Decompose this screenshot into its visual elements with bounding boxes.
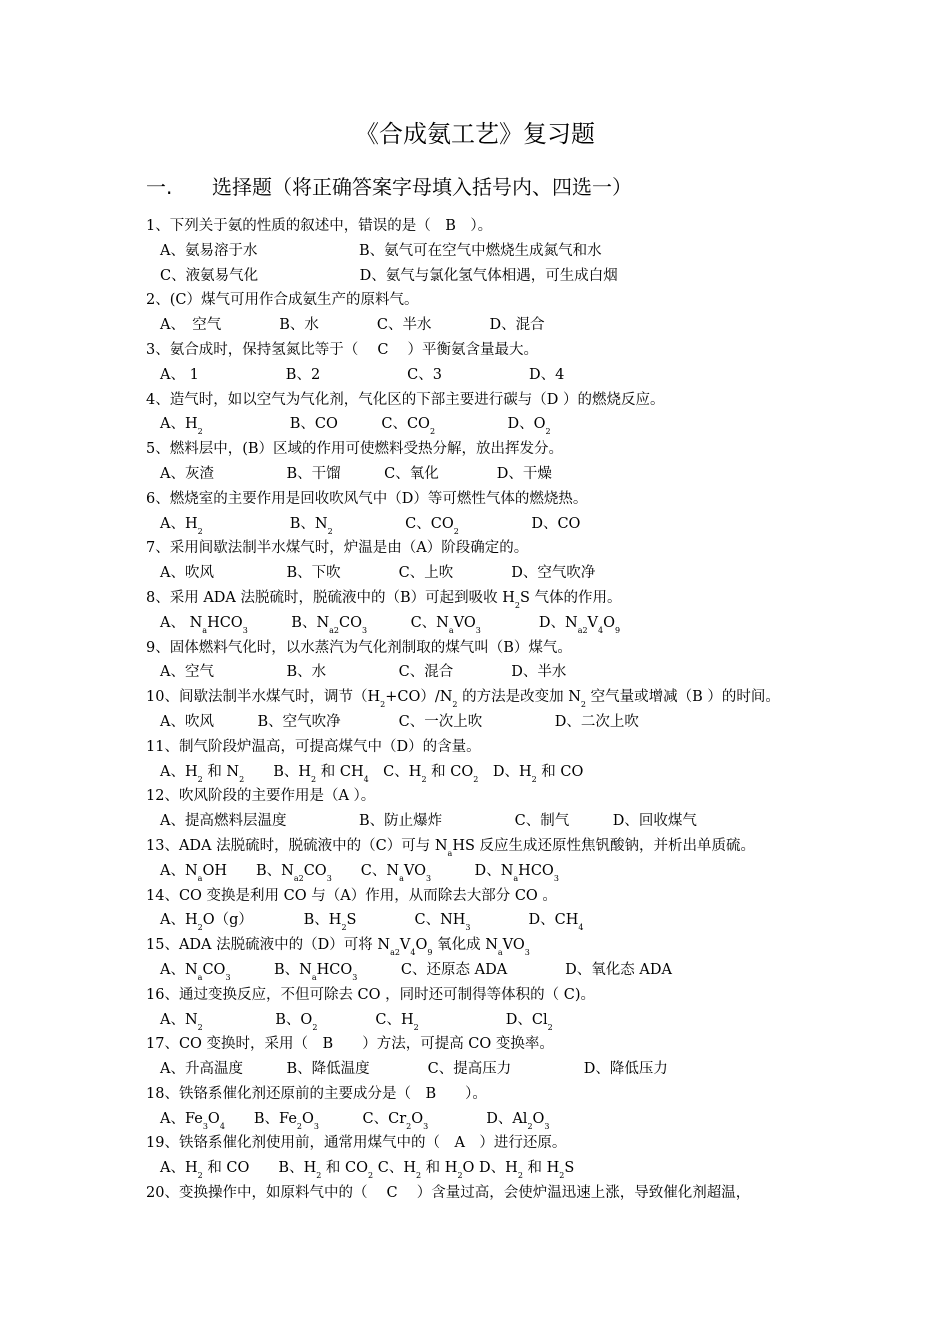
question-text: 17、CO 变换时，采用（ B ）方法，可提高 CO 变换率。 bbox=[146, 1036, 554, 1053]
subscript: 2 bbox=[473, 774, 479, 784]
subscript: a2 bbox=[293, 873, 304, 883]
subscript: a bbox=[497, 948, 503, 958]
subscript: 4 bbox=[363, 774, 369, 784]
answer-options: A、$H_2O(g)$ B、$H_2S$ C、$NH_3$ D、$CH_4$ bbox=[160, 912, 584, 933]
section-number: 一. bbox=[146, 175, 173, 199]
subscript: 2 bbox=[368, 1171, 374, 1181]
question-text: 18、铁铬系催化剂还原前的主要成分是（ B ）。 bbox=[146, 1085, 487, 1102]
subscript: 2 bbox=[452, 700, 458, 710]
answer-options: A、氨易溶于水 B、氨气可在空气中燃烧生成氮气和水 bbox=[160, 242, 602, 259]
answer-options: A、吹风 B、空气吹净 C、一次上吹 D、二次上吹 bbox=[160, 713, 639, 730]
subscript: 3 bbox=[352, 972, 358, 982]
subscript: a bbox=[197, 972, 203, 982]
subscript: a bbox=[513, 873, 519, 883]
subscript: 3 bbox=[544, 1121, 550, 1131]
subscript: 2 bbox=[197, 1171, 203, 1181]
subscript: 2 bbox=[197, 427, 203, 437]
subscript: 2 bbox=[421, 774, 427, 784]
subscript: 3 bbox=[553, 873, 559, 883]
subscript: 3 bbox=[361, 625, 368, 635]
subscript: a bbox=[311, 972, 317, 982]
subscript: 2 bbox=[341, 923, 347, 933]
answer-options: A、空气 B、水 C、混合 D、半水 bbox=[160, 664, 567, 681]
answer-options: A、$H_2$ 和 $N_2$ B、$H_2$ 和 $CH_4$ C、$H_2$ 和 $CO_2$ D、$H_2$ 和 CO bbox=[160, 763, 584, 784]
subscript: 2 bbox=[312, 1022, 318, 1032]
subscript: 3 bbox=[465, 923, 471, 933]
subscript: 2 bbox=[316, 1171, 322, 1181]
subscript: 2 bbox=[531, 774, 537, 784]
subscript: 3 bbox=[475, 625, 481, 635]
subscript: 4 bbox=[410, 948, 416, 958]
subscript: 2 bbox=[197, 923, 203, 933]
subscript: 3 bbox=[524, 948, 530, 958]
answer-options: A、$H_2$ B、CO C、$CO_2$ D、$O_2$ bbox=[160, 416, 551, 437]
subscript: 2 bbox=[197, 774, 203, 784]
question-text: 13、ADA 法脱硫时，脱硫液中的（C）可与 $N_aHS$ 反应生成还原性焦钒酸钠，并析出单质硫。 bbox=[146, 837, 755, 858]
subscript: 2 bbox=[517, 1171, 523, 1181]
answer-options: A、灰渣 B、干馏 C、氧化 D、干燥 bbox=[160, 465, 552, 482]
question-text: 8、采用 ADA 法脱硫时，脱硫液中的（B）可起到吸收 $H_2S$ 气体的作用。 bbox=[146, 589, 622, 610]
subscript: a2 bbox=[577, 625, 588, 635]
question-text: 11、制气阶段炉温高，可提高煤气中（D）的含量。 bbox=[146, 738, 481, 755]
answer-options: C、液氨易气化 D、氨气与氯化氢气体相遇，可生成白烟 bbox=[160, 267, 618, 284]
subscript: a bbox=[399, 873, 404, 883]
question-text: 10、间歇法制半水煤气时，调节$(H_2+CO)/N_2$ 的方法是改变加 $N_2$ 空气量或增减（B ）的时间。 bbox=[146, 689, 780, 710]
subscript: 3 bbox=[242, 625, 248, 635]
answer-options: A、提高燃料层温度 B、防止爆炸 C、制气 D、回收煤气 bbox=[160, 813, 697, 830]
subscript: 2 bbox=[406, 1121, 412, 1131]
subscript: 4 bbox=[578, 923, 584, 933]
subscript: 2 bbox=[559, 1171, 565, 1181]
question-text: 15、ADA 法脱硫液中的（D）可将 $N_{a2}V_4O_9$ 氧化成 $N_aVO_3$ bbox=[146, 937, 530, 958]
subscript: 3 bbox=[202, 1121, 208, 1131]
answer-options: A、$H_2$ 和 CO B、$H_2$ 和 $CO_2$ C、$H_2$ 和 $H_2O$ D、$H_2$ 和 $H_2S$ bbox=[160, 1160, 575, 1181]
subscript: 3 bbox=[425, 873, 432, 883]
question-text: 14、CO 变换是利用 CO 与（A）作用，从而除去大部分 CO 。 bbox=[146, 887, 557, 904]
subscript: 2 bbox=[239, 774, 245, 784]
subscript: 2 bbox=[413, 1022, 419, 1032]
subscript: a bbox=[202, 625, 208, 635]
subscript: 2 bbox=[296, 1121, 303, 1131]
answer-options: A、 空气 B、水 C、半水 D、混合 bbox=[160, 317, 545, 334]
question-text: 6、燃烧室的主要作用是回收吹风气中（D）等可燃性气体的燃烧热。 bbox=[146, 490, 588, 507]
subscript: 4 bbox=[598, 625, 604, 635]
subscript: 9 bbox=[615, 625, 621, 635]
subscript: a2 bbox=[329, 625, 339, 635]
subscript: a bbox=[447, 848, 453, 858]
subscript: 3 bbox=[313, 1121, 319, 1131]
question-text: 16、通过变换反应，不但可除去 CO ，同时还可制得等体积的（ C)。 bbox=[146, 986, 596, 1003]
subscript: a2 bbox=[390, 948, 400, 958]
question-text: 19、铁铬系催化剂使用前，通常用煤气中的（ A ）进行还原。 bbox=[146, 1135, 567, 1152]
subscript: 2 bbox=[547, 1022, 553, 1032]
question-text: 2、(C）煤气可用作合成氨生产的原料气。 bbox=[146, 292, 419, 309]
answer-options: A、$Fe_3O_4$ B、$Fe_2O_3$ C、$Cr_2O_3$ D、$Al_2O_3$ bbox=[160, 1110, 550, 1131]
subscript: 3 bbox=[326, 873, 332, 883]
question-text: 3、氨合成时，保持氢氮比等于（ C ）平衡氨含量最大。 bbox=[146, 341, 539, 358]
answer-options: A、 1 B、2 C、3 D、4 bbox=[160, 366, 565, 383]
subscript: 2 bbox=[514, 600, 521, 610]
answer-options: A、升高温度 B、降低温度 C、提高压力 D、降低压力 bbox=[160, 1061, 668, 1078]
subscript: 2 bbox=[457, 1171, 463, 1181]
question-list bbox=[146, 214, 936, 1206]
subscript: 2 bbox=[197, 1022, 203, 1032]
answer-options: A、$H_2$ B、$N_2$ C、$CO_2$ D、CO bbox=[160, 515, 581, 536]
answer-options: A、$N_aCO_3$ B、$N_aHCO_3$ C、还原态 ADA D、氧化态 ADA bbox=[160, 961, 672, 982]
subscript: a bbox=[448, 625, 454, 635]
subscript: 4 bbox=[219, 1121, 225, 1131]
document-title: 《合成氨工艺》复习题 bbox=[355, 120, 595, 148]
question-text: 7、采用间歇法制半水煤气时，炉温是由（A）阶段确定的。 bbox=[146, 540, 529, 557]
subscript: 2 bbox=[380, 700, 386, 710]
subscript: 2 bbox=[453, 526, 459, 536]
section-heading bbox=[146, 172, 632, 202]
subscript: 3 bbox=[423, 1121, 429, 1131]
answer-options: A、$N_aOH$ B、$N_{a2}CO_3$ C、$N_aVO_3$ D、$N_aHCO_3$ bbox=[160, 862, 559, 883]
question-text: 20、变换操作中，如原料气中的（ C ）含量过高，会使炉温迅速上涨，导致催化剂超温， bbox=[146, 1185, 751, 1202]
subscript: 2 bbox=[429, 427, 436, 437]
answer-options: A、吹风 B、下吹 C、上吹 D、空气吹净 bbox=[160, 565, 596, 582]
subscript: 3 bbox=[225, 972, 231, 982]
subscript: a bbox=[197, 873, 203, 883]
question-text: 1、下列关于氨的性质的叙述中，错误的是（ B ）。 bbox=[146, 218, 493, 234]
question-text: 5、燃料层中，(B）区域的作用可使燃料受热分解，放出挥发分。 bbox=[146, 441, 564, 458]
question-text: 9、固体燃料气化时，以水蒸汽为气化剂制取的煤气叫（B）煤气。 bbox=[146, 639, 572, 656]
subscript: 2 bbox=[197, 526, 203, 536]
subscript: 2 bbox=[415, 1171, 422, 1181]
answer-options: A、$N_2$ B、$O_2$ C、$H_2$ D、$Cl_2$ bbox=[160, 1011, 553, 1032]
subscript: 2 bbox=[580, 700, 587, 710]
question-text: 12、吹风阶段的主要作用是（A ）。 bbox=[146, 788, 376, 805]
subscript: 2 bbox=[311, 774, 317, 784]
question-text: 4、造气时，如以空气为气化剂，气化区的下部主要进行碳与（D ）的燃烧反应。 bbox=[146, 391, 665, 408]
subscript: 2 bbox=[527, 1121, 533, 1131]
section-title: 选择题（将正确答案字母填入括号内、四选一） bbox=[212, 175, 632, 199]
answer-options: A、 $N_aHCO_3$ B、$N_{a2}CO_3$ C、$N_aVO_3$ D、$N_{a2}V_4O_9$ bbox=[160, 614, 621, 635]
subscript: 2 bbox=[327, 526, 333, 536]
subscript: 9 bbox=[427, 948, 433, 958]
subscript: 2 bbox=[545, 427, 551, 437]
